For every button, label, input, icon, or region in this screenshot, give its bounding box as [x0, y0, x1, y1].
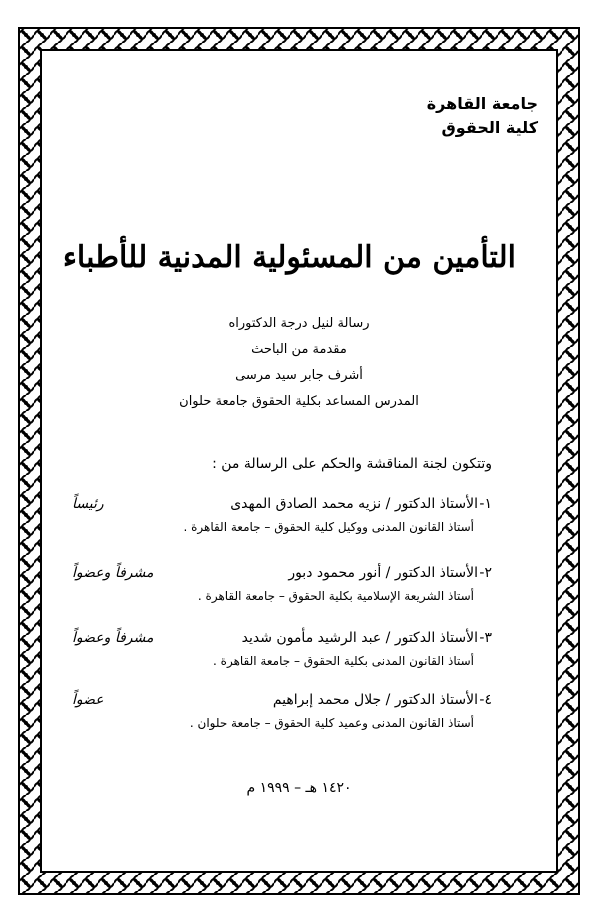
committee-heading: وتتكون لجنة المناقشة والحكم على الرسالة من :: [212, 456, 492, 472]
thesis-purpose: رسالة لنيل درجة الدكتوراه: [228, 316, 370, 331]
member-name: الأستاذ الدكتور / أنور محمود دبور: [288, 565, 478, 581]
member-description: أستاذ القانون المدنى ووكيل كلية الحقوق – جامعة القاهرة .: [183, 520, 474, 534]
member-number: ٢-: [479, 565, 492, 581]
member-role: رئيساً: [72, 496, 104, 512]
date: ١٤٢٠ هـ – ١٩٩٩ م: [246, 780, 352, 796]
member-role: مشرفاً وعضواً: [72, 630, 154, 646]
member-description: أستاذ الشريعة الإسلامية بكلية الحقوق – جامعة القاهرة .: [197, 589, 474, 603]
member-role: عضواً: [72, 692, 104, 708]
faculty-name: كلية الحقوق: [441, 118, 538, 137]
thesis-title: التأمين من المسئولية المدنية للأطباء: [62, 240, 516, 275]
member-description: أستاذ القانون المدنى بكلية الحقوق – جامعة القاهرة .: [213, 654, 474, 668]
member-number: ٣-: [479, 630, 492, 646]
member-name: الأستاذ الدكتور / جلال محمد إبراهيم: [272, 692, 478, 708]
researcher-position: المدرس المساعد بكلية الحقوق جامعة حلوان: [179, 394, 419, 409]
member-name: الأستاذ الدكتور / عبد الرشيد مأمون شديد: [241, 630, 478, 646]
member-role: مشرفاً وعضواً: [72, 565, 154, 581]
researcher-name: أشرف جابر سيد مرسى: [235, 368, 363, 383]
member-number: ١-: [479, 496, 492, 512]
member-number: ٤-: [479, 692, 492, 708]
member-description: أستاذ القانون المدنى وعميد كلية الحقوق – جامعة حلوان .: [189, 716, 474, 730]
university-name: جامعة القاهرة: [426, 94, 538, 113]
member-name: الأستاذ الدكتور / نزيه محمد الصادق المهدى: [230, 496, 478, 512]
presented-by: مقدمة من الباحث: [251, 342, 347, 357]
document-page: [52, 60, 546, 860]
